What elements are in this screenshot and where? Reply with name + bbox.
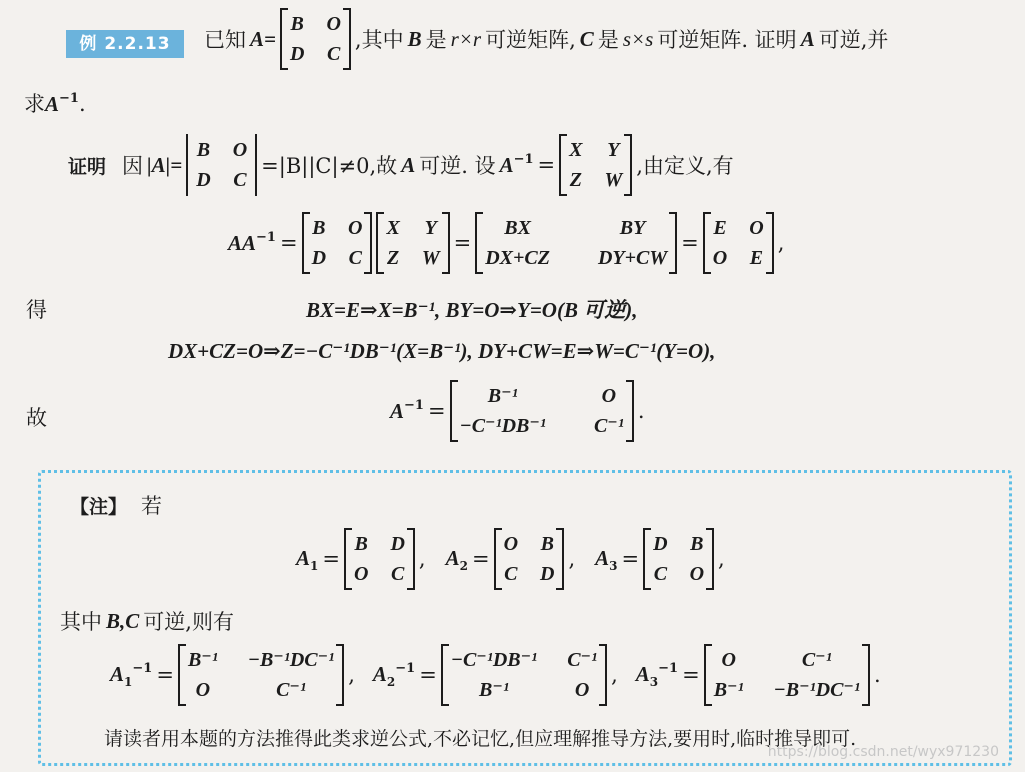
- cell: Y: [424, 217, 437, 239]
- problem-intro: 已知: [204, 28, 246, 52]
- cell: C: [504, 563, 518, 585]
- A3inv-matrix: [704, 644, 870, 706]
- comma: ,: [611, 663, 618, 687]
- cell: C⁻¹: [276, 679, 306, 701]
- cell: O: [689, 563, 705, 585]
- var-A: A: [800, 26, 815, 51]
- cell: B: [290, 13, 304, 35]
- eq-sign: =: [471, 547, 490, 571]
- end-period: .: [873, 663, 881, 687]
- problem-invertible: 可逆矩阵,: [485, 28, 576, 52]
- cell: −B⁻¹DC⁻¹: [773, 679, 860, 701]
- eq-sign: =: [537, 153, 556, 177]
- dim-sxs: s×s: [622, 26, 654, 51]
- cell: C⁻¹: [567, 649, 598, 671]
- cell: B: [196, 139, 211, 161]
- cell: −B⁻¹DC⁻¹: [247, 649, 335, 671]
- comma: ,: [568, 547, 576, 571]
- cell: DY+CW: [597, 247, 668, 269]
- note-if: 若: [141, 494, 163, 518]
- det-matrix: [186, 134, 257, 196]
- cell: B: [540, 533, 554, 555]
- sub: 1: [124, 675, 133, 689]
- cell: −C⁻¹DB⁻¹: [450, 649, 538, 671]
- cell: D: [653, 533, 668, 555]
- sub: 2: [459, 558, 468, 573]
- det-result: =|B||C|≠0,故: [261, 154, 398, 178]
- sub: 3: [609, 558, 618, 573]
- matrix-m2: [376, 212, 449, 274]
- sup-inv: −1: [404, 398, 424, 413]
- where-text: 其中: [60, 610, 102, 634]
- cell: B: [690, 533, 704, 555]
- cell: C: [653, 563, 668, 585]
- problem-is2: 是: [597, 28, 619, 52]
- eq-sign: =: [621, 547, 640, 571]
- cell: C: [326, 43, 341, 65]
- cell: O: [326, 13, 341, 35]
- matrix-XYZW: [559, 134, 632, 196]
- sup-inv: −1: [395, 661, 416, 676]
- watermark: https://blog.csdn.net/wyx971230: [767, 744, 999, 760]
- A2: A: [372, 662, 387, 686]
- cell: BX: [504, 217, 531, 239]
- cell: O: [601, 385, 617, 407]
- A2-matrix: [494, 528, 565, 590]
- proof-line-1: [68, 134, 734, 196]
- note-header: [70, 490, 162, 520]
- comma: ,: [718, 547, 725, 571]
- cell: E: [713, 217, 727, 239]
- cell: BY: [619, 217, 646, 239]
- A1inv-matrix: [178, 644, 344, 706]
- problem-line-2: [24, 88, 86, 118]
- sub: 2: [386, 675, 396, 689]
- problem-period: .: [78, 92, 86, 116]
- final-lhs: A: [390, 399, 405, 423]
- cell: O: [712, 247, 728, 269]
- cell: D: [289, 43, 305, 65]
- problem-part1: ,其中: [354, 28, 404, 52]
- equation-line-1: BX=E⇒X=B⁻¹, BY=O⇒Y=O(B 可逆),: [306, 298, 638, 322]
- proof-because: 因: [122, 154, 144, 178]
- matrix-m3: [475, 212, 677, 274]
- matrix-m1: [302, 212, 373, 274]
- var-B: B: [407, 26, 422, 51]
- problem-line-1: [204, 8, 888, 70]
- matrix-A: [280, 8, 351, 70]
- product-equation: [228, 212, 784, 274]
- cell: O: [749, 217, 764, 239]
- cell: B⁻¹: [479, 679, 509, 701]
- A1-matrix: [344, 528, 415, 590]
- note-matrices: [296, 528, 725, 590]
- sup-inv: −1: [513, 152, 534, 167]
- cell: DX+CZ: [485, 247, 550, 269]
- cell: X: [569, 139, 583, 161]
- comma: ,: [777, 231, 785, 255]
- problem-is: 是: [425, 28, 447, 52]
- cell: B: [354, 533, 368, 555]
- sup-inv: −1: [132, 661, 153, 676]
- therefore-label: 故: [26, 406, 47, 430]
- cell: C: [233, 169, 247, 191]
- cell: D: [196, 169, 211, 191]
- eq-sign: =: [322, 547, 340, 571]
- note-label: 【注】: [70, 495, 128, 518]
- dim-rxr: r×r: [450, 26, 482, 51]
- cell: D: [311, 247, 327, 269]
- prod-lhs: AA: [228, 231, 257, 255]
- cell: Z: [569, 169, 582, 191]
- var-BC: B,C: [106, 608, 140, 633]
- A2: A: [445, 545, 460, 570]
- cell: D: [540, 563, 555, 585]
- var-A: A: [401, 152, 416, 177]
- var-A-inv: A: [45, 92, 60, 116]
- cell: O: [353, 563, 369, 585]
- eq-sign: =: [682, 663, 700, 687]
- cell: W: [604, 169, 623, 191]
- cell: Y: [607, 139, 620, 161]
- sup-inv: −1: [658, 661, 679, 676]
- inv-then-text: 可逆,则有: [143, 610, 234, 634]
- cell: C: [348, 247, 362, 269]
- eq-sign: =: [453, 231, 472, 255]
- sup-inv: −1: [256, 230, 276, 245]
- cell: C: [390, 563, 405, 585]
- proof-label: 证明: [68, 155, 107, 178]
- final-matrix: [450, 380, 634, 442]
- var-A-inv: A: [499, 153, 514, 177]
- note-advice: 请读者用本题的方法推得此类求逆公式,不必记忆,但应理解推导方法,要用时,临时推导即可.: [104, 728, 857, 750]
- comma: ,: [418, 547, 426, 571]
- final-result: [390, 380, 645, 442]
- problem-line2-text: 求: [24, 92, 45, 116]
- cell: W: [421, 247, 440, 269]
- A3: A: [635, 662, 650, 686]
- cell: C⁻¹: [801, 649, 832, 671]
- cell: X: [386, 217, 400, 239]
- cell: Z: [387, 247, 400, 269]
- comma: ,: [348, 663, 355, 687]
- problem-part2: 可逆矩阵. 证明: [657, 28, 797, 52]
- cell: O: [348, 217, 363, 239]
- equation-line-2: DX+CZ=O⇒Z=−C⁻¹DB⁻¹(X=B⁻¹), DY+CW=E⇒W=C⁻¹(Y=O),: [168, 339, 716, 363]
- get-label: 得: [26, 298, 47, 322]
- by-definition: ,由定义,有: [636, 154, 734, 178]
- eq-sign: =: [427, 399, 446, 423]
- cell: B⁻¹: [187, 649, 218, 671]
- sub: 1: [310, 558, 319, 573]
- eq-sign: =: [419, 663, 437, 687]
- example-label: 例 2.2.13: [66, 30, 184, 58]
- A1: A: [296, 545, 311, 570]
- eq-sign: =: [156, 663, 174, 687]
- sup-inv: −1: [59, 91, 79, 106]
- cell: D: [390, 533, 405, 555]
- note-inverses: [110, 644, 881, 706]
- cell: O: [195, 679, 211, 701]
- eq-sign: =: [681, 231, 699, 255]
- A3-matrix: [643, 528, 714, 590]
- var-C: C: [579, 26, 594, 51]
- cell: B: [312, 217, 326, 239]
- cell: O: [574, 679, 590, 701]
- det-A: |A|=: [147, 152, 183, 177]
- cell: B⁻¹: [487, 385, 518, 407]
- cell: O: [232, 139, 248, 161]
- sub: 3: [649, 675, 659, 689]
- invertible-set: 可逆. 设: [419, 154, 496, 178]
- cell: E: [749, 247, 764, 269]
- final-end: .: [637, 399, 645, 423]
- A1: A: [110, 662, 125, 686]
- cell: C⁻¹: [593, 415, 624, 437]
- eq-sign: =: [279, 231, 298, 255]
- problem-lhs: A=: [250, 26, 276, 51]
- A2inv-matrix: [441, 644, 607, 706]
- cell: O: [721, 649, 736, 671]
- matrix-m4: [703, 212, 774, 274]
- A3: A: [595, 545, 610, 570]
- cell: −C⁻¹DB⁻¹: [459, 415, 546, 437]
- note-where: [60, 606, 234, 636]
- problem-part3: 可逆,并: [818, 28, 889, 52]
- cell: B⁻¹: [713, 679, 744, 701]
- cell: O: [503, 533, 519, 555]
